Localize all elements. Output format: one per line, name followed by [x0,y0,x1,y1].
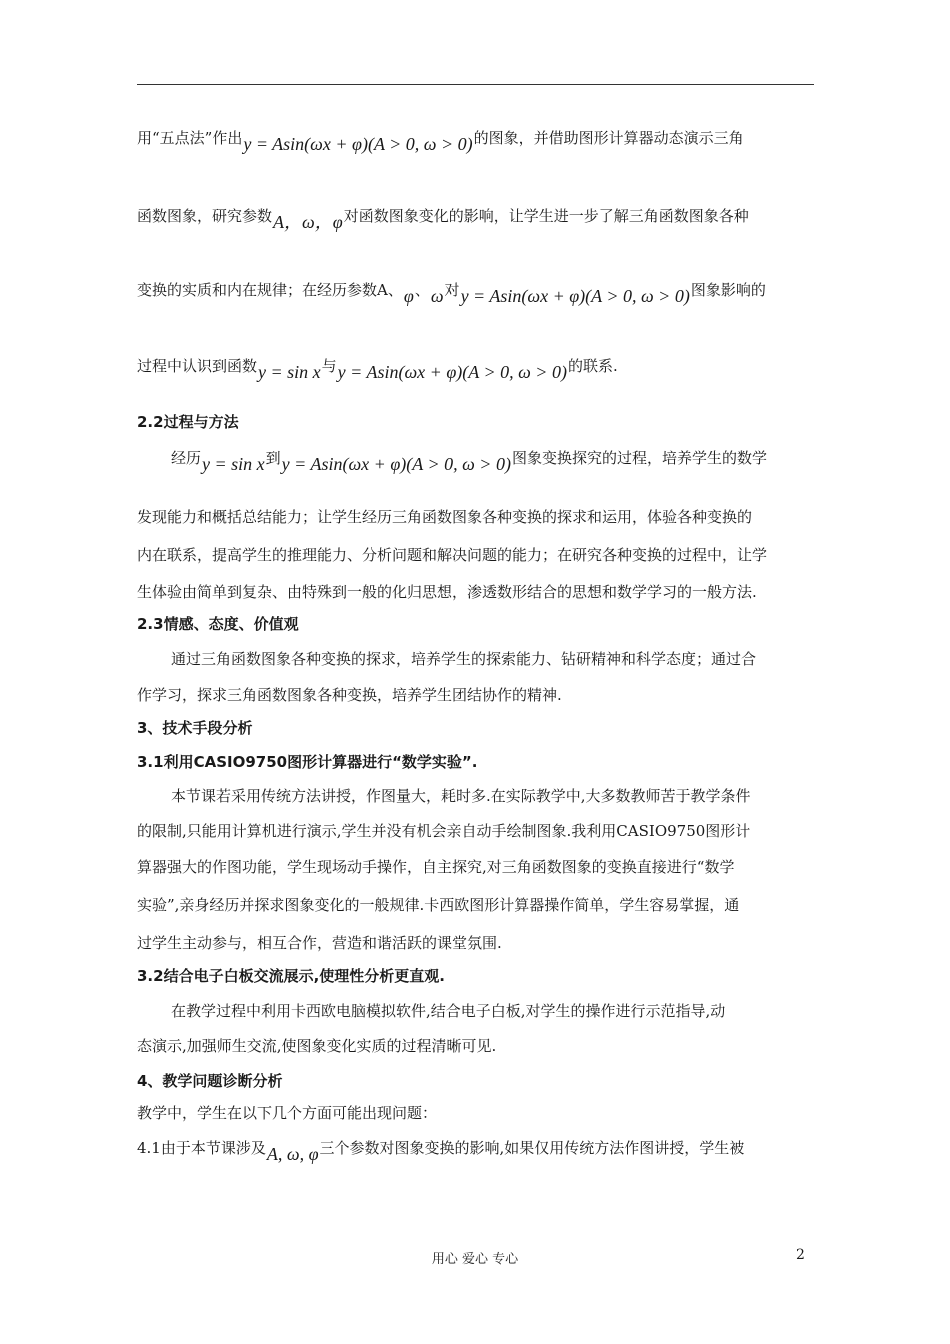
text: 到 [265,449,281,467]
heading-3-1: 3.1利用CASIO9750图形计算器进行“数学实验”. [137,753,478,771]
heading-3: 3、技术手段分析 [137,719,253,737]
formula: ω [430,286,444,306]
text: 经历 [171,449,202,467]
text: 4.1由于本节课涉及 [137,1139,266,1157]
heading-4: 4、教学问题诊断分析 [137,1072,283,1090]
para4-line4: 实验”,亲身经历并探求图象变化的一般规律.卡西欧图形计算器操作简单，学生容易掌握，通 [137,896,740,914]
formula: y = Asin(ωx + φ)(A > 0, ω > 0) [243,134,473,154]
para2-line3: 内在联系，提高学生的推理能力、分析问题和解决问题的能力；在研究各种变换的过程中，让学 [137,546,768,564]
para3-line2: 作学习，探求三角函数图象各种变换，培养学生团结协作的精神. [137,686,562,704]
text: 对 [444,281,460,299]
formula: A，ω，φ [273,212,343,232]
para1-line2 [137,206,817,232]
page-number: 2 [796,1247,805,1263]
formula: y = Asin(ωx + φ)(A > 0, ω > 0) [460,286,690,306]
heading-2-3: 2.3情感、态度、价值观 [137,615,299,633]
para3-line1: 通过三角函数图象各种变换的探求，培养学生的探索能力、钻研精神和科学态度；通过合 [171,650,757,668]
para4-line3: 算器强大的作图功能，学生现场动手操作，自主探究,对三角函数图象的变换直接进行“数学 [137,858,735,876]
text: 图象变换探究的过程，培养学生的数学 [511,449,767,467]
heading-3-2: 3.2结合电子白板交流展示,使理性分析更直观. [137,967,445,985]
para1-line1 [137,128,817,154]
text: 、 [414,281,430,299]
formula: φ [403,286,414,306]
text: 对函数图象变化的影响，让学生进一步了解三角函数图象各种 [343,207,749,225]
formula: y = sin x [202,454,265,474]
para4-line2: 的限制,只能用计算机进行演示,学生并没有机会亲自动手绘制图象.我利用CASIO9750图形计 [137,822,751,840]
text: 变换的实质和内在规律；在经历参数A、 [137,281,403,299]
text: 用“五点法”作出 [137,129,243,147]
para2-line1 [171,448,851,474]
formula: y = Asin(ωx + φ)(A > 0, ω > 0) [337,362,567,382]
text: 的图象，并借助图形计算器动态演示三角 [473,129,744,147]
text: 图象影响的 [690,281,766,299]
para4-line1: 本节课若采用传统方法讲授，作图量大，耗时多.在实际教学中,大多数教师苦于教学条件 [171,787,751,805]
para4-line5: 过学生主动参与，相互合作，营造和谐活跃的课堂氛围. [137,934,502,952]
formula: y = Asin(ωx + φ)(A > 0, ω > 0) [281,454,511,474]
para5-line2: 态演示,加强师生交流,使图象变化实质的过程清晰可见. [137,1037,497,1055]
para1-line4 [137,356,817,382]
heading-2-2: 2.2过程与方法 [137,413,239,431]
text: 函数图象，研究参数 [137,207,273,225]
para2-line2: 发现能力和概括总结能力；让学生经历三角函数图象各种变换的探求和运用，体验各种变换的 [137,508,753,526]
formula: y = sin x [258,362,321,382]
para5-line1: 在教学过程中利用卡西欧电脑模拟软件,结合电子白板,对学生的操作进行示范指导,动 [171,1002,726,1020]
para2-line4: 生体验由简单到复杂、由特殊到一般的化归思想，渗透数形结合的思想和数学学习的一般方法. [137,583,757,601]
text: 的联系. [567,357,618,375]
para1-line3 [137,280,817,306]
formula: A, ω, φ [266,1144,319,1164]
para6-line1: 教学中，学生在以下几个方面可能出现问题： [137,1104,438,1122]
text: 过程中认识到函数 [137,357,258,375]
header-rule [137,84,814,85]
page-footer: 用心 爱心 专心 [431,1252,519,1267]
text: 与 [321,357,337,375]
text: 三个参数对图象变换的影响,如果仅用传统方法作图讲授，学生被 [319,1139,745,1157]
para6-line2 [137,1138,817,1164]
